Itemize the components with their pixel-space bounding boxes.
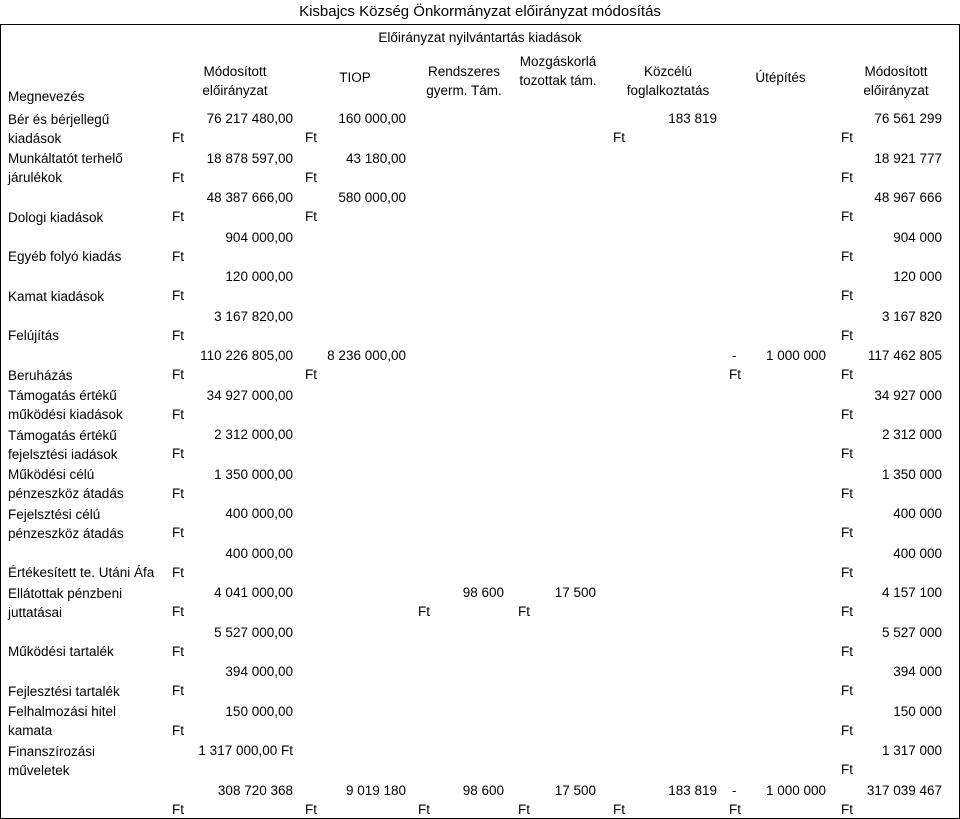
currency-label: Ft xyxy=(613,130,625,145)
cell-mod-before: 76 217 480,00 xyxy=(206,111,293,126)
cell-mod-after: 400 000 xyxy=(893,545,942,561)
total-mozgaskorl: 17 500 xyxy=(554,782,596,798)
currency-label: Ft xyxy=(841,722,853,738)
currency-label: Ft xyxy=(841,801,853,817)
row-label xyxy=(8,582,158,622)
cell-mod-after: 4 157 100 xyxy=(881,585,942,600)
cell-mod-before: 1 317 000,00 Ft xyxy=(198,743,293,758)
row-label xyxy=(8,740,158,780)
currency-label: Ft xyxy=(841,683,853,698)
row-label xyxy=(8,148,158,188)
currency-label: Ft xyxy=(518,801,530,817)
currency-label: Ft xyxy=(841,288,853,303)
header-rendszeres: Rendszeres gyerm. Tám. xyxy=(426,64,502,98)
cell-mod-before: 18 878 597,00 xyxy=(206,150,293,166)
cell-mod-before: 904 000,00 xyxy=(225,229,293,245)
row-label xyxy=(8,424,158,464)
cell-mod-after: 400 000 xyxy=(893,506,942,521)
row-label xyxy=(8,622,158,662)
row-label xyxy=(8,187,158,227)
total-mod-before: 308 720 368 xyxy=(217,782,293,798)
cell-mod-before: 394 000,00 xyxy=(225,664,293,679)
currency-label: Ft xyxy=(418,801,430,817)
row-label-text: Támogatás értékű működési kiadások xyxy=(8,388,123,422)
total-utepites: 1 000 000 xyxy=(765,782,826,798)
currency-label: Ft xyxy=(172,604,184,619)
currency-label: Ft xyxy=(172,643,184,659)
currency-label: Ft xyxy=(841,248,853,264)
cell-mod-after: 18 921 777 xyxy=(874,150,942,166)
cell-kozcelu: 183 819 xyxy=(668,111,717,126)
total-kozcelu: 183 819 xyxy=(668,782,717,798)
currency-label: Ft xyxy=(172,485,184,501)
cell-mod-after: 2 312 000 xyxy=(881,427,942,442)
row-label-text: Fejelsztési célú pénzeszköz átadás xyxy=(8,506,124,541)
currency-label: Ft xyxy=(172,446,184,461)
row-label xyxy=(8,503,158,543)
currency-label: Ft xyxy=(172,406,184,422)
currency-label: Ft xyxy=(841,130,853,145)
minus-sign: - xyxy=(732,782,737,798)
row-label-text: Működési célú pénzeszköz átadás xyxy=(8,467,124,501)
cell-mod-after: 3 167 820 xyxy=(881,308,942,324)
row-label xyxy=(8,227,158,267)
currency-label: Ft xyxy=(172,683,184,698)
row-label xyxy=(8,266,158,306)
row-label xyxy=(8,385,158,425)
row-label-text: Finanszírozási műveletek xyxy=(8,743,96,778)
currency-label: Ft xyxy=(305,367,317,382)
header-mod-before: Módosított előirányzat xyxy=(202,64,268,98)
subheader-title: Előirányzat nyilvántartás kiadások xyxy=(378,30,582,45)
currency-label: Ft xyxy=(841,643,853,659)
row-label xyxy=(8,306,158,346)
cell-tiop: 160 000,00 xyxy=(338,111,406,126)
header-megnevezes: Megnevezés xyxy=(8,89,85,104)
total-tiop: 9 019 180 xyxy=(345,782,406,798)
cell-mod-after: 117 462 805 xyxy=(867,348,942,363)
currency-label: Ft xyxy=(841,406,853,422)
currency-label: Ft xyxy=(729,367,741,382)
row-label xyxy=(8,661,158,701)
cell-mod-before: 400 000,00 xyxy=(225,506,293,521)
currency-label: Ft xyxy=(305,801,317,817)
currency-label: Ft xyxy=(841,604,853,619)
currency-label: Ft xyxy=(518,604,530,619)
currency-label: Ft xyxy=(841,564,853,580)
row-label-text: Támogatás értékű fejelsztési iadások xyxy=(8,427,118,462)
currency-label: Ft xyxy=(613,801,625,817)
cell-mod-before: 48 387 666,00 xyxy=(206,190,293,205)
cell-rendszeres: 98 600 xyxy=(462,585,504,600)
currency-label: Ft xyxy=(172,564,184,580)
currency-label: Ft xyxy=(172,722,184,738)
currency-label: Ft xyxy=(841,446,853,461)
currency-label: Ft xyxy=(172,209,184,224)
row-label-text: Felújítás xyxy=(8,328,60,343)
currency-label: Ft xyxy=(841,367,853,382)
cell-mod-after: 76 561 299 xyxy=(874,111,942,126)
currency-label: Ft xyxy=(172,248,184,264)
cell-mod-after: 120 000 xyxy=(893,269,942,284)
currency-label: Ft xyxy=(841,485,853,501)
cell-mod-before: 1 350 000,00 xyxy=(214,466,293,482)
cell-mod-after: 34 927 000 xyxy=(874,387,942,403)
cell-tiop: 43 180,00 xyxy=(345,150,406,166)
currency-label: Ft xyxy=(172,801,184,817)
header-tiop: TIOP xyxy=(339,70,371,85)
row-label-text: Működési tartalék xyxy=(8,644,114,659)
row-label xyxy=(8,108,158,148)
currency-label: Ft xyxy=(841,762,853,777)
budget-table xyxy=(0,24,960,819)
currency-label: Ft xyxy=(172,525,184,540)
cell-mod-after: 1 317 000 xyxy=(881,743,942,758)
header-kozcelu: Közcélú foglalkoztatás xyxy=(626,64,710,98)
total-rendszeres: 98 600 xyxy=(462,782,504,798)
cell-mozgaskorl: 17 500 xyxy=(554,585,596,600)
cell-mod-before: 34 927 000,00 xyxy=(206,387,293,403)
row-label xyxy=(8,543,158,583)
currency-label: Ft xyxy=(305,169,317,185)
currency-label: Ft xyxy=(172,169,184,185)
cell-mod-after: 5 527 000 xyxy=(881,624,942,640)
row-label xyxy=(8,345,158,385)
row-label-text: Egyéb folyó kiadás xyxy=(8,249,122,264)
minus-sign: - xyxy=(732,348,737,363)
cell-mod-after: 394 000 xyxy=(893,664,942,679)
cell-mod-before: 120 000,00 xyxy=(225,269,293,284)
currency-label: Ft xyxy=(305,209,317,224)
cell-mod-after: 48 967 666 xyxy=(874,190,942,205)
currency-label: Ft xyxy=(729,801,741,817)
row-label-text: Fejlesztési tartalék xyxy=(8,683,120,699)
header-utepites: Útépítés xyxy=(755,70,806,85)
cell-mod-after: 904 000 xyxy=(893,229,942,245)
row-label-text: Munkáltatót terhelő járulékok xyxy=(8,151,123,185)
cell-mod-before: 4 041 000,00 xyxy=(214,585,293,600)
currency-label: Ft xyxy=(172,288,184,303)
page-title: Kisbajcs Község Önkormányzat előirányzat módosítás xyxy=(299,3,661,20)
cell-utepites: 1 000 000 xyxy=(765,348,826,363)
cell-mod-before: 150 000,00 xyxy=(225,703,293,719)
currency-label: Ft xyxy=(841,525,853,540)
total-mod-after: 317 039 467 xyxy=(866,782,942,798)
cell-tiop: 8 236 000,00 xyxy=(327,348,406,363)
row-label-text: Felhalmozási hitel kamata xyxy=(8,704,117,738)
row-label-text: Ellátottak pénzbeni juttatásai xyxy=(8,585,123,620)
header-mozgaskorl: Mozgáskorlá tozottak tám. xyxy=(519,54,597,88)
header-mod-after: Módosított előirányzat xyxy=(863,64,929,98)
currency-label: Ft xyxy=(841,327,853,343)
cell-mod-after: 1 350 000 xyxy=(881,466,942,482)
cell-mod-before: 5 527 000,00 xyxy=(214,624,293,640)
cell-tiop: 580 000,00 xyxy=(338,190,406,205)
cell-mod-after: 150 000 xyxy=(893,703,942,719)
row-label-text: Dologi kiadások xyxy=(8,209,104,225)
currency-label: Ft xyxy=(172,367,184,382)
row-label xyxy=(8,701,158,741)
cell-mod-before: 110 226 805,00 xyxy=(200,348,293,363)
currency-label: Ft xyxy=(841,209,853,224)
currency-label: Ft xyxy=(841,169,853,185)
currency-label: Ft xyxy=(172,327,184,343)
currency-label: Ft xyxy=(305,130,317,145)
cell-mod-before: 2 312 000,00 xyxy=(214,427,293,442)
currency-label: Ft xyxy=(418,604,430,619)
cell-mod-before: 400 000,00 xyxy=(225,545,293,561)
row-label-text: Kamat kiadások xyxy=(8,288,105,304)
currency-label: Ft xyxy=(172,130,184,145)
row-label xyxy=(8,464,158,504)
row-label-text: Beruházás xyxy=(8,367,73,383)
cell-mod-before: 3 167 820,00 xyxy=(214,308,293,324)
row-label-text: Értékesített te. Utáni Áfa xyxy=(8,565,155,580)
row-label-text: Bér és bérjellegű kiadások xyxy=(8,111,110,146)
